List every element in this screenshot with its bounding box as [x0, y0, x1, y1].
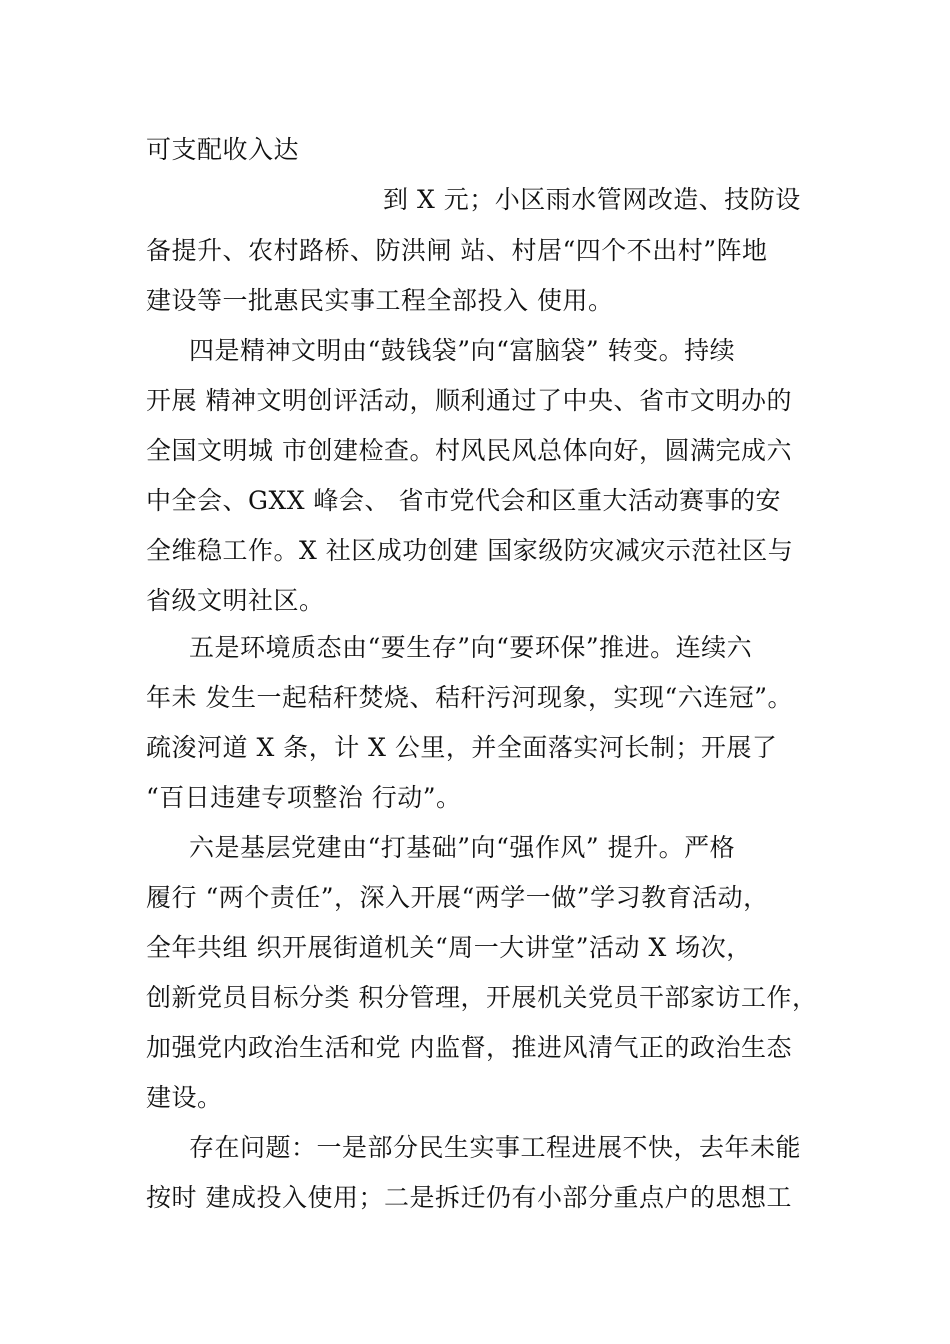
text-line: 全国文明城 市创建检查。村风民风总体向好，圆满完成六	[146, 436, 792, 465]
paragraph-start-line: 五是环境质态由“要生存”向“要环保”推进。连续六	[189, 633, 753, 662]
text-line: 全维稳工作。X 社区成功创建 国家级防灾减灾示范社区与	[146, 536, 794, 565]
text-line: 开展 精神文明创评活动，顺利通过了中央、省市文明办的	[146, 386, 792, 415]
text-line: 疏浚河道 X 条，计 X 公里，并全面落实河长制；开展了	[146, 733, 778, 762]
text-line: 全年共组 织开展街道机关“周一大讲堂”活动 X 场次，	[146, 933, 752, 962]
text-line: “百日违建专项整治 行动”。	[146, 783, 462, 812]
text-line: 创新党员目标分类 积分管理，开展机关党员干部家访工作，	[146, 983, 818, 1012]
text-line: 可支配收入达	[146, 135, 300, 164]
text-line: 履行 “两个责任”，深入开展“两学一做”学习教育活动，	[146, 883, 769, 912]
text-line: 建设。	[146, 1083, 223, 1112]
text-line: 省级文明社区。	[146, 586, 325, 615]
text-line: 建设等一批惠民实事工程全部投入 使用。	[146, 286, 614, 315]
text-line: 备提升、农村路桥、防洪闸 站、村居“四个不出村”阵地	[146, 236, 768, 265]
text-line: 年未 发生一起秸秆焚烧、秸秆污河现象，实现“六连冠”。	[146, 683, 794, 712]
paragraph-start-line: 四是精神文明由“鼓钱袋”向“富脑袋” 转变。持续	[189, 336, 736, 365]
paragraph-start-line: 六是基层党建由“打基础”向“强作风” 提升。严格	[189, 833, 736, 862]
text-line: 按时 建成投入使用；二是拆迁仍有小部分重点户的思想工	[146, 1183, 792, 1212]
text-line: 加强党内政治生活和党 内监督，推进风清气正的政治生态	[146, 1033, 792, 1062]
text-line: 中全会、GXX 峰会、 省市党代会和区重大活动赛事的安	[146, 486, 781, 515]
text-line: 到 X 元；小区雨水管网改造、技防设	[383, 185, 801, 214]
paragraph-start-line: 存在问题：一是部分民生实事工程进展不快，去年未能	[189, 1133, 802, 1162]
